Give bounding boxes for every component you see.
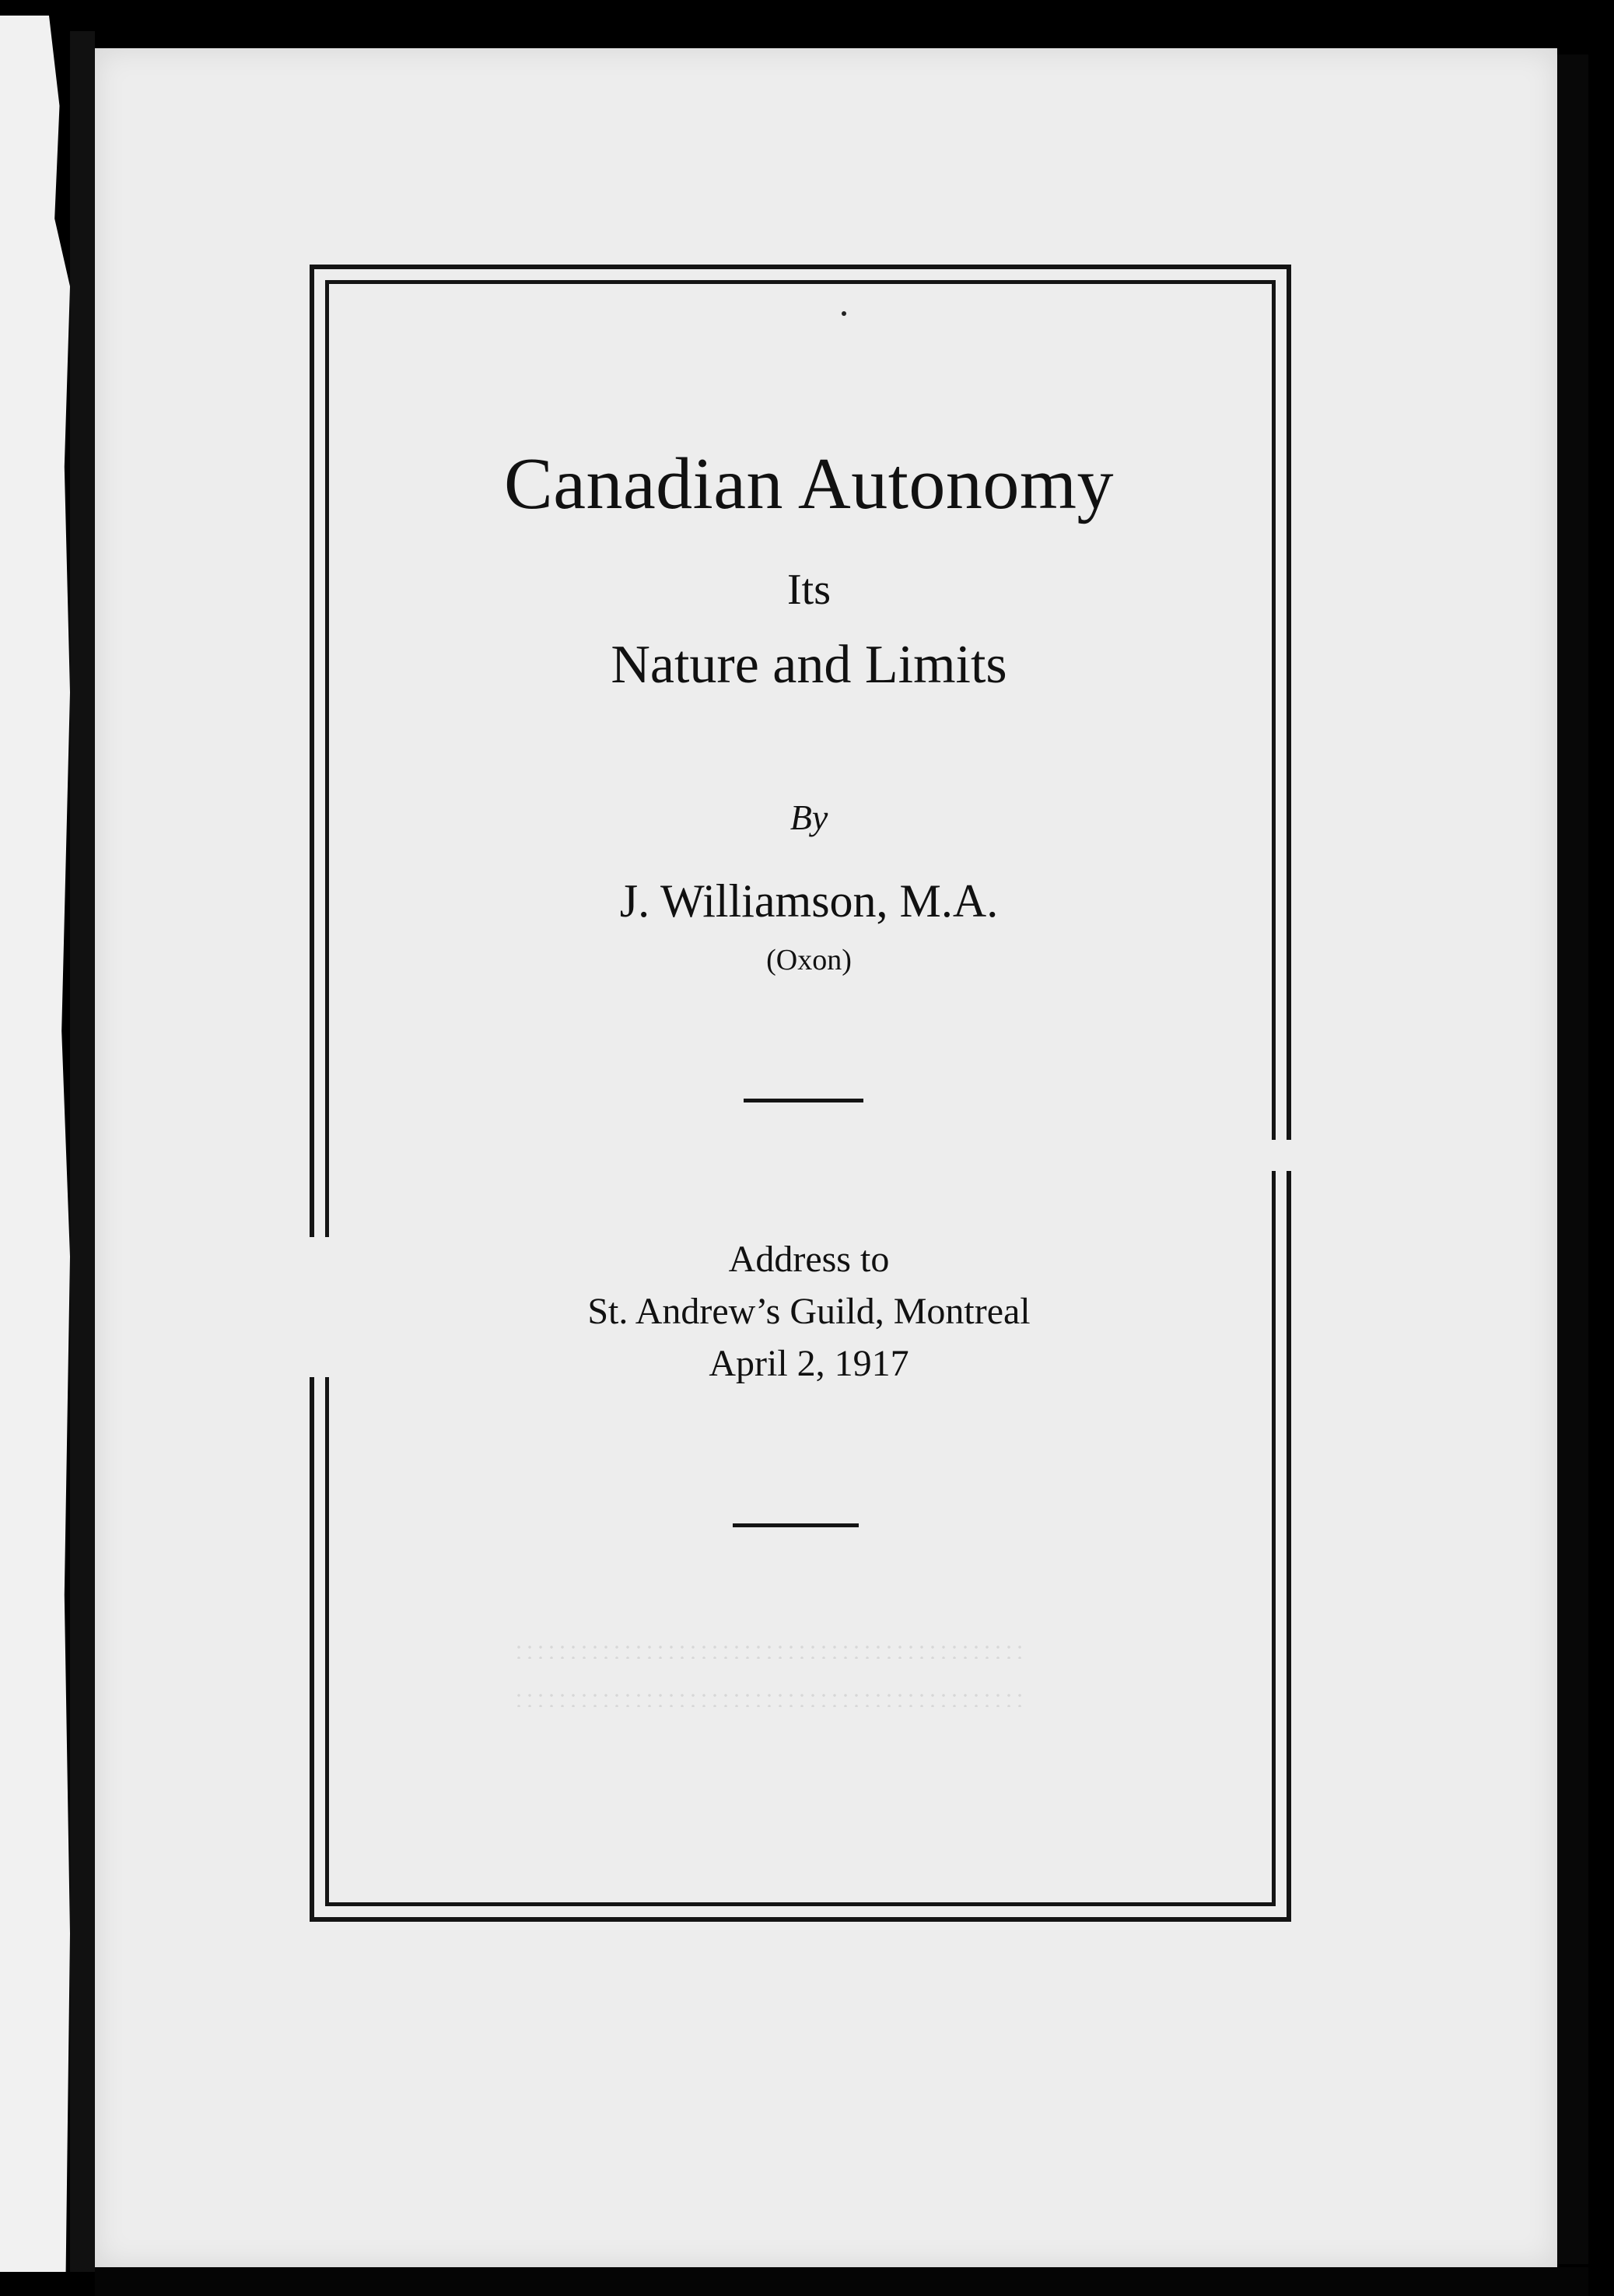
faded-line (513, 1642, 1027, 1659)
occasion-line-3: April 2, 1917 (709, 1343, 909, 1384)
document-subtitle: Nature and Limits (611, 635, 1007, 695)
faded-print-marks (513, 1611, 1027, 1758)
divider-rule (733, 1523, 859, 1527)
printer-dot (842, 311, 846, 316)
byline: By (789, 797, 828, 837)
author-degree-note: (Oxon) (766, 944, 852, 976)
occasion-line-1: Address to (728, 1239, 890, 1280)
faded-line (513, 1690, 1027, 1707)
left-shadow (70, 31, 95, 2272)
occasion-block (327, 1233, 1291, 1390)
divider-rule (744, 1099, 863, 1102)
left-cover-strip (0, 16, 70, 2272)
occasion-line-2: St. Andrew’s Guild, Montreal (587, 1291, 1031, 1332)
author-name: J. Williamson, M.A. (619, 875, 999, 927)
page-edge-right (1557, 54, 1588, 2264)
title-connector: Its (787, 566, 831, 614)
page-edge-bottom (95, 2267, 1588, 2296)
title-page-content (327, 280, 1276, 1906)
document-title: Canadian Autonomy (504, 443, 1114, 524)
